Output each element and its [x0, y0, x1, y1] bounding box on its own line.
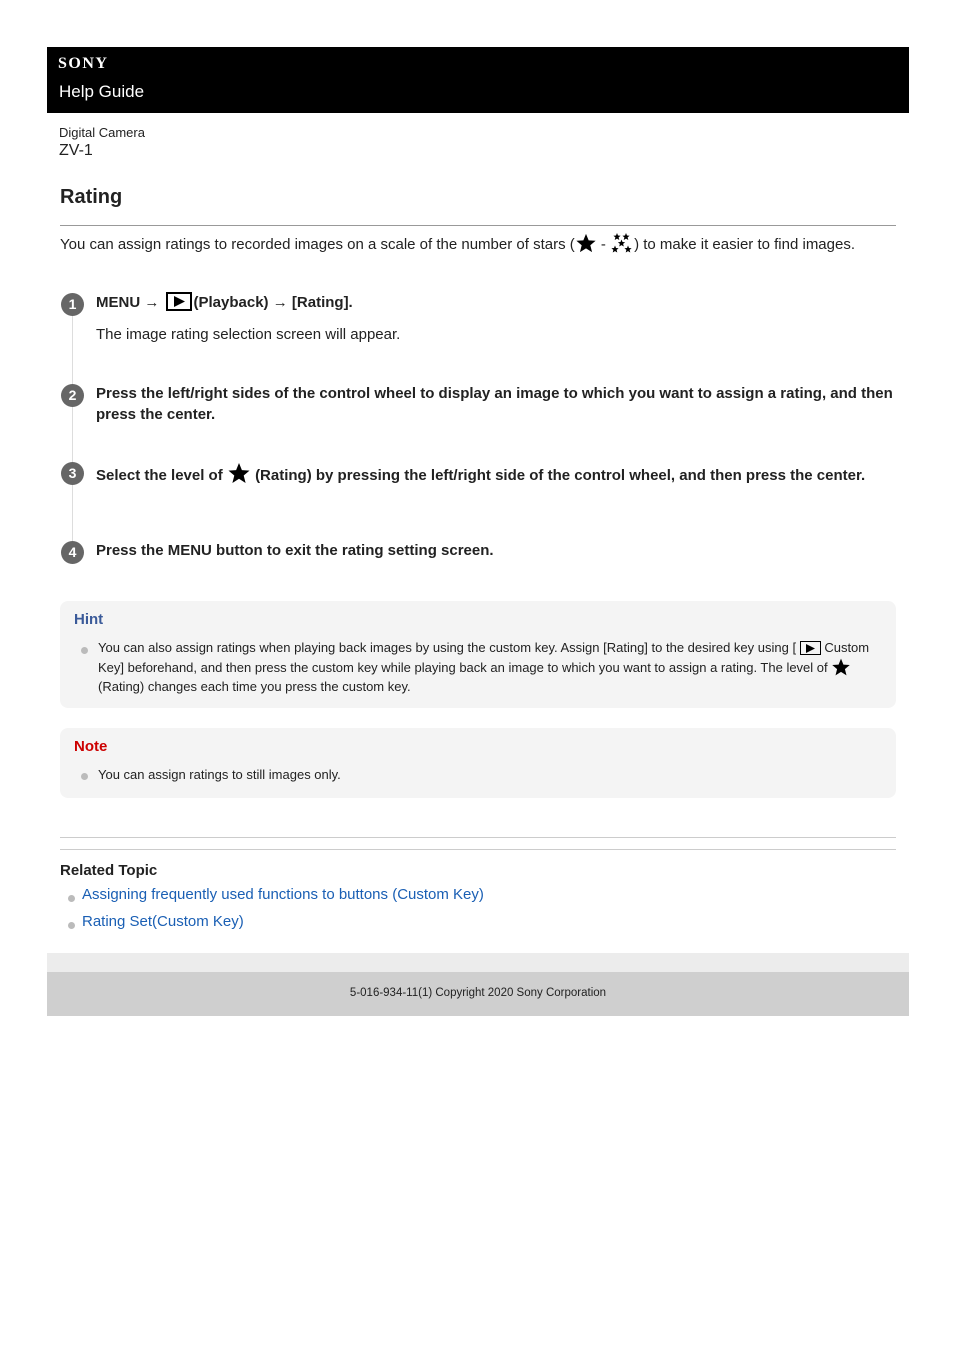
site-header [47, 47, 909, 113]
sony-logo[interactable]: SONY [58, 55, 109, 72]
help-guide-title[interactable]: Help Guide [59, 82, 145, 101]
hint-text-part-2: Custom Key] beforehand, and then press the custom key while playing back an image to which you want to assign a rating. The level of [98, 640, 870, 675]
step-1-rating: [Rating]. [291, 294, 353, 311]
star-icon [831, 657, 851, 677]
playback-icon [800, 641, 821, 655]
page-footer [47, 972, 909, 1016]
step-4-text: Press the MENU button to exit the rating setting screen. [96, 542, 494, 559]
page-title: Rating [60, 186, 123, 208]
title-divider [60, 225, 896, 226]
hint-title: Hint [74, 611, 104, 628]
related-divider-bottom [60, 849, 896, 850]
step-number-1: 1 [61, 293, 84, 316]
step-1-playback: (Playback) [193, 294, 269, 311]
related-divider-top [60, 837, 896, 838]
related-topic-title: Related Topic [60, 862, 158, 879]
hint-text-part-1: You can also assign ratings when playing back images by using the custom key. Assign [Rating] to the desired key using [ [98, 640, 797, 655]
multi-star-icon [610, 232, 634, 254]
bullet-icon [68, 895, 75, 902]
note-box [60, 728, 896, 798]
bullet-icon [81, 773, 88, 780]
star-icon [575, 232, 597, 254]
bullet-icon [68, 922, 75, 929]
step-1-arrow: → [144, 294, 160, 311]
step-3-text [96, 461, 886, 486]
playback-icon [166, 292, 192, 311]
intro-text-end: ) to make it easier to find images. [634, 236, 856, 253]
step-number-3: 3 [61, 462, 84, 485]
step-1-arrow-2: → [272, 294, 288, 311]
intro-paragraph [60, 232, 890, 255]
steps-connector-line [72, 304, 73, 551]
related-link-rating-set[interactable]: Rating Set(Custom Key) [82, 913, 244, 930]
step-1-menu: MENU [96, 294, 141, 311]
step-3-text-end: (Rating) by pressing the left/right side of the control wheel, and then press the center. [255, 467, 866, 484]
intro-text-start: You can assign ratings to recorded images on a scale of the number of stars ( [60, 236, 575, 253]
step-1-description: The image rating selection screen will appear. [96, 326, 401, 343]
note-text: You can assign ratings to still images only. [98, 767, 341, 782]
note-title: Note [74, 738, 108, 755]
step-1-text [96, 292, 896, 313]
step-3-text-start: Select the level of [96, 467, 223, 484]
step-number-2: 2 [61, 384, 84, 407]
product-category: Digital Camera [59, 125, 145, 140]
hint-text-part-3: (Rating) changes each time you press the custom key. [98, 679, 411, 694]
bullet-icon [81, 647, 88, 654]
footer-band [47, 953, 909, 972]
copyright-text: 5-016-934-11(1) Copyright 2020 Sony Corporation [349, 987, 607, 999]
step-2-text: Press the left/right sides of the control wheel to display an image to which you want to assign a rating, and then press the center. [96, 385, 893, 423]
intro-dash: - [600, 236, 606, 253]
star-icon [227, 461, 251, 485]
step-number-4: 4 [61, 541, 84, 564]
product-model: ZV-1 [59, 142, 93, 159]
hint-text [98, 638, 878, 696]
related-link-custom-key[interactable]: Assigning frequently used functions to buttons (Custom Key) [82, 886, 484, 903]
hint-box [60, 601, 896, 708]
